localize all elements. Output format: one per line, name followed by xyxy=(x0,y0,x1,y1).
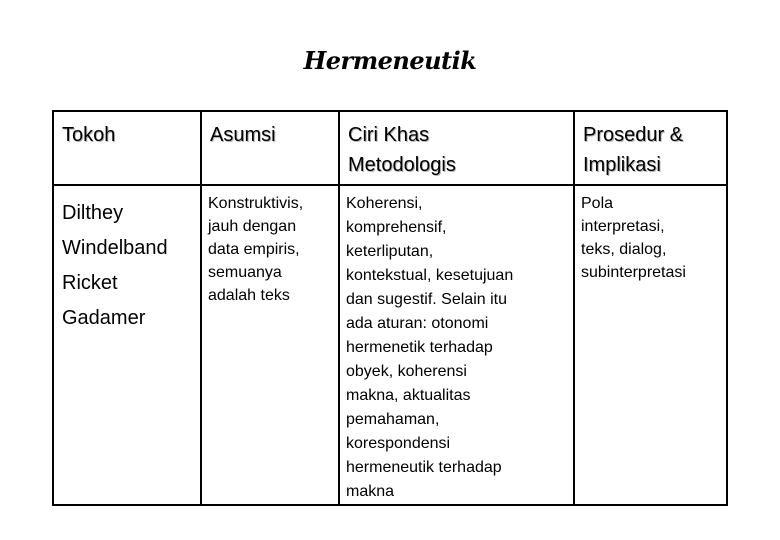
header-ciri-khas: Ciri Khas Metodologis xyxy=(348,124,456,176)
table-row xyxy=(53,185,727,505)
table-header-row xyxy=(53,111,727,185)
header-cell-ciri-khas xyxy=(339,111,574,185)
asumsi-text: Konstruktivis, jauh dengan data empiris, semuanya adalah teks xyxy=(208,195,304,304)
page-title: Hermeneutik xyxy=(303,46,477,75)
ciri-khas-text: Koherensi, komprehensif, keterliputan, kontekstual, kesetujuan dan sugestif. Selain itu ada aturan: otonomi hermenetik terhadap obyek, koherensi makna, aktualitas pemahaman, korespondensi hermeneutik terhadap makna xyxy=(346,195,514,500)
header-cell-asumsi xyxy=(201,111,339,185)
prosedur-text: Pola interpretasi, teks, dialog, subinterpretasi xyxy=(581,195,686,281)
cell-tokoh xyxy=(53,185,201,505)
cell-ciri-khas xyxy=(339,185,574,505)
tokoh-name: Gadamer xyxy=(62,307,146,329)
hermeneutik-table xyxy=(52,110,728,506)
tokoh-name: Dilthey xyxy=(62,202,124,224)
header-tokoh: Tokoh xyxy=(62,124,116,146)
cell-asumsi xyxy=(201,185,339,505)
tokoh-name: Windelband xyxy=(62,237,168,259)
header-cell-tokoh xyxy=(53,111,201,185)
header-cell-prosedur xyxy=(574,111,727,185)
header-prosedur: Prosedur & Implikasi xyxy=(583,124,684,176)
tokoh-name: Ricket xyxy=(62,272,118,294)
tokoh-list xyxy=(54,186,200,336)
header-asumsi: Asumsi xyxy=(210,124,276,146)
cell-prosedur xyxy=(574,185,727,505)
